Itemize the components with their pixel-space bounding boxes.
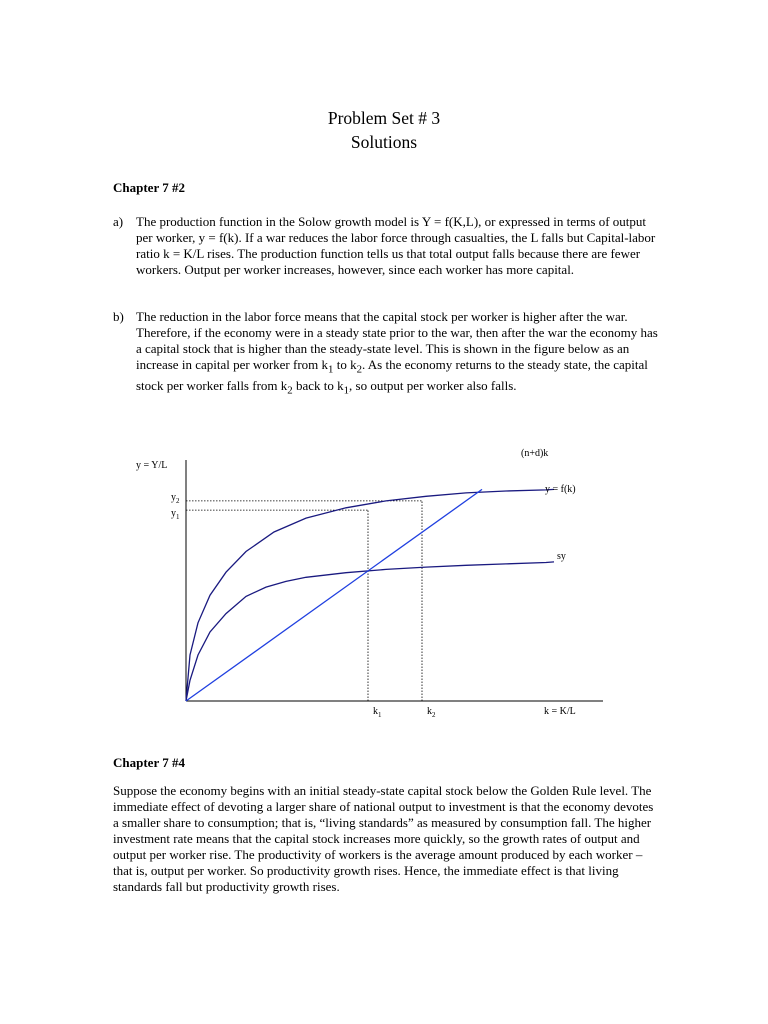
production-curve bbox=[186, 489, 554, 701]
savings-curve bbox=[186, 562, 554, 701]
answer-7-4-text: Suppose the economy begins with an initial steady-state capital stock below the Golden Rule level. The immediate effect of devoting a larger share of national output to investment is that the economy devotes a smaller share to consumption; that is, “living standards” as measured by consumption fall. The higher investment rate means that the capital stock increases more quickly, so the growth rates of output and output per worker rise. The productivity of workers is the average amount produced by each worker – that is, output per worker. So productivity growth rises. Hence, the immediate effect is that living standards fall but productivity growth rises. bbox=[113, 783, 654, 894]
x-axis-label: k = K/L bbox=[544, 706, 576, 717]
section-heading-7-4: Chapter 7 #4 bbox=[113, 755, 185, 770]
k2-tick-label: $k_2$ bbox=[427, 706, 436, 719]
page-title: Problem Set # 3 bbox=[327, 108, 441, 128]
answer-a-label: a) bbox=[113, 214, 124, 229]
answer-b-label: b) bbox=[113, 309, 124, 324]
answer-a-text: The production function in the Solow growth model is Y = f(K,L), or expressed in terms of output per worker, y = f(k). If a war reduces the labor force through casualties, the L falls but Capital-labor ratio k = K/L rises. The production function tells us that total output falls because there are fewer workers. Output per worker increases, however, since each worker has more capital. bbox=[136, 214, 656, 277]
depreciation-line-label: (n+d)k bbox=[521, 448, 549, 459]
y1-tick-label: $y_1$ bbox=[171, 508, 180, 521]
answer-b-text: The reduction in the labor force means that the capital stock per worker is higher after the war. Therefore, if the economy were in a steady state prior to the war, then after the war the economy has a capital stock that is higher than the steady-state level. This is shown in the figure below as an increase in capital per worker from $k_1$ to $k_2$. As the economy returns to the steady state, the capital stock per worker falls from $k_2$ back to $k_1$, so output per worker also falls. bbox=[136, 309, 658, 397]
section-heading-7-2: Chapter 7 #2 bbox=[113, 180, 185, 195]
depreciation-line bbox=[186, 489, 482, 701]
production-curve-label: y = f(k) bbox=[545, 484, 576, 495]
k1-tick-label: $k_1$ bbox=[373, 706, 382, 719]
y2-tick-label: $y_2$ bbox=[171, 492, 180, 505]
y-axis-label: y = Y/L bbox=[136, 460, 168, 471]
page-subtitle: Solutions bbox=[350, 132, 418, 152]
savings-curve-label: sy bbox=[557, 551, 566, 562]
